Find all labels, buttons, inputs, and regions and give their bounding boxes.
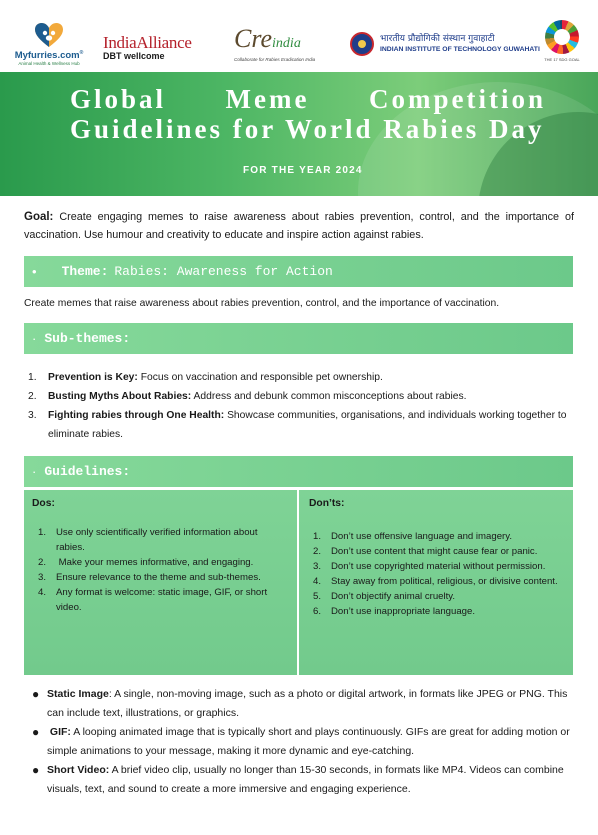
donts-column <box>299 490 573 675</box>
iit-seal-icon <box>350 32 374 56</box>
list-item: 3. Ensure relevance to the theme and sub-themes. <box>38 572 261 583</box>
list-item: 5. Don’t objectify animal cruelty. <box>313 591 456 602</box>
list-item: 1. Use only scientifically verified information about rabies. <box>38 527 258 553</box>
sdg-wheel-icon <box>545 20 579 54</box>
goal-paragraph <box>24 208 574 244</box>
subthemes-list <box>28 368 576 444</box>
donts-heading: Don’ts: <box>309 498 345 509</box>
dos-list <box>38 525 289 615</box>
list-item: 6. Don’t use inappropriate language. <box>313 606 476 617</box>
list-item: 1. Prevention is Key: Focus on vaccination and responsible pet ownership. <box>28 372 383 383</box>
list-item: 4. Stay away from political, religious, or divisive content. <box>313 576 558 587</box>
bullet-icon: · <box>32 464 37 479</box>
subthemes-heading: Sub-themes: <box>44 331 131 346</box>
goal-text: Create engaging memes to raise awareness about rabies prevention, control, and the importance of vaccination. Use humour and creativity to educate and inspire action against rabies. <box>24 211 574 241</box>
bullet-icon: ● <box>32 763 40 777</box>
iit-english-name: INDIAN INSTITUTE OF TECHNOLOGY GUWAHATI <box>380 46 540 53</box>
heart-paw-icon <box>34 22 64 48</box>
list-item: 3. Fighting rabies through One Health: Showcase communities, organisations, and individuals working together to eliminate rabies. <box>28 410 567 440</box>
myfurries-registered: ® <box>79 50 84 56</box>
list-item: 4. Any format is welcome: static image, GIF, or short video. <box>38 587 268 613</box>
goal-label: Goal: <box>24 211 54 223</box>
page-subtitle: FOR THE YEAR 2024 <box>243 165 363 176</box>
guidelines-heading: Guidelines: <box>44 464 131 479</box>
theme-label: Theme: <box>61 264 109 279</box>
cre-word: Cre <box>234 24 273 53</box>
myfurries-tagline: Animal Health & Wellness Hub <box>18 61 80 67</box>
cre-india-logo <box>234 24 338 66</box>
title-banner <box>0 72 598 196</box>
theme-value: Rabies: Awareness for Action <box>114 264 333 279</box>
list-item: 2. Don’t use content that might cause fear or panic. <box>313 546 538 557</box>
list-item: 1. Don’t use offensive language and imagery. <box>313 531 512 542</box>
list-item: ● Static Image: A single, non-moving image, such as a photo or digital artwork, in formats like JPEG or PNG. This can include text, illustrations, or graphics. <box>32 685 572 723</box>
theme-header <box>24 256 573 287</box>
iit-hindi-name: भारतीय प्रौद्योगिकी संस्थान गुवाहाटी <box>380 34 495 44</box>
sdg-logo <box>540 20 584 70</box>
bullet-icon: ● <box>32 687 40 701</box>
list-item: ● Short Video: A brief video clip, usually no longer than 15-30 seconds, in formats like MP4. Videos can combine visuals, text, and sound to create a more immersive and engaging experience. <box>32 761 572 799</box>
sdg-label: THE 17 SDG GOAL <box>544 57 580 62</box>
cre-tagline: Collaborate for Rabies Eradication India <box>234 57 316 62</box>
dos-column <box>24 490 297 675</box>
list-item: 2. Make your memes informative, and engaging. <box>38 557 254 568</box>
logo-strip <box>0 0 598 72</box>
theme-description: Create memes that raise awareness about rabies prevention, control, and the importance of vaccination. <box>24 298 500 309</box>
formats-list <box>32 685 572 799</box>
bullet-icon: · <box>32 331 37 346</box>
myfurries-logo <box>10 22 88 70</box>
list-item: ● GIF: A looping animated image that is typically short and plays continuously. GIFs are great for adding motion or simple animations to your message, making it more dynamic and eye-catching. <box>32 723 572 761</box>
myfurries-name: Myfurries.com <box>14 50 80 62</box>
page-title: Global Meme Competition Guidelines for World Rabies Day <box>70 84 546 144</box>
list-item: 3. Don’t use copyrighted material without permission. <box>313 561 546 572</box>
dos-donts-table <box>24 490 573 675</box>
cre-india-word: india <box>272 36 301 51</box>
india-alliance-name: IndiaAlliance <box>103 33 192 52</box>
subthemes-header <box>24 323 573 354</box>
india-alliance-logo <box>103 34 192 62</box>
dos-heading: Dos: <box>32 498 55 509</box>
india-alliance-sub: DBT wellcome <box>103 51 165 61</box>
iit-guwahati-logo <box>350 32 540 56</box>
donts-list <box>313 529 565 619</box>
list-item: 2. Busting Myths About Rabies: Address and debunk common misconceptions about rabies. <box>28 391 467 402</box>
bullet-icon: ● <box>32 725 40 739</box>
guidelines-header <box>24 456 573 487</box>
bullet-icon: • <box>32 264 37 279</box>
